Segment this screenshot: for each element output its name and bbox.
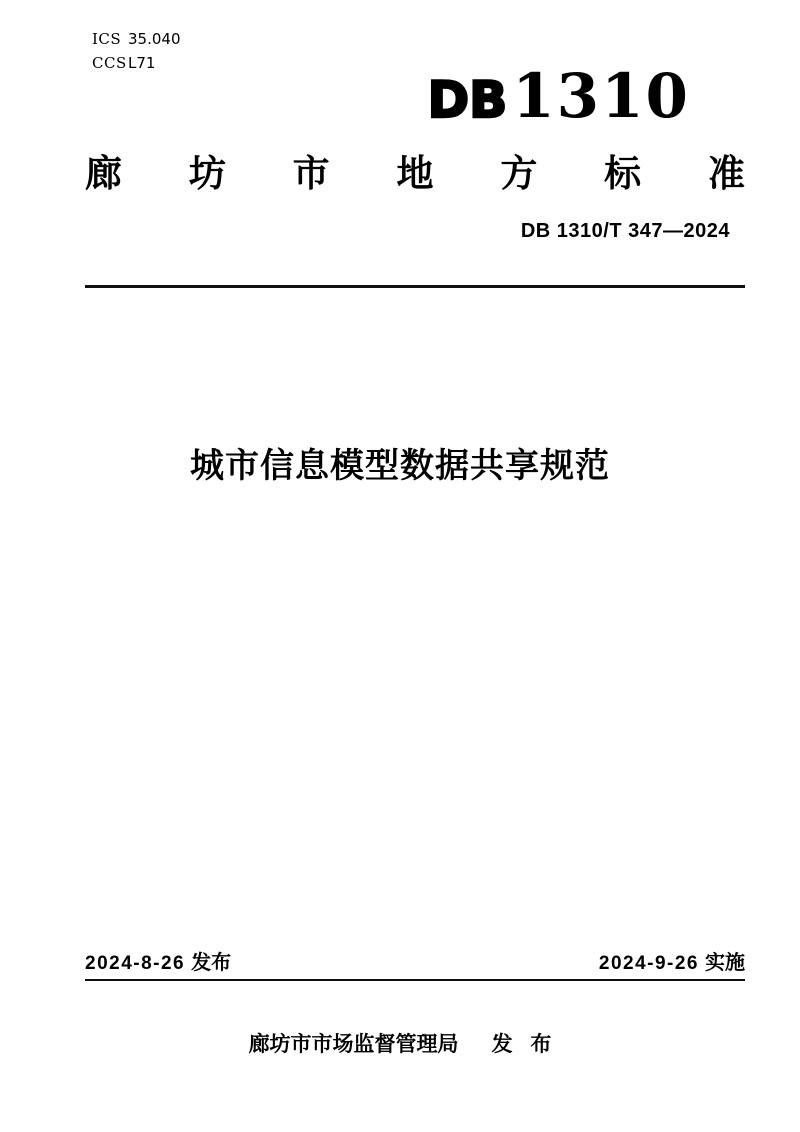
implementation-date-label: 实施 [705,952,745,974]
logo-region-code: 1310 [512,61,690,132]
logo-db-prefix: DB [427,71,508,129]
ics-label: ICS [92,30,122,48]
publish-action-label: 发布 [491,1033,570,1056]
classification-codes [92,30,181,78]
standard-number: DB 1310/T 347—2024 [520,220,730,242]
db-standard-logo [427,61,690,132]
ccs-value: L71 [128,54,156,72]
ics-row [92,30,181,54]
footer-divider-rule [85,979,745,981]
issue-date-label: 发布 [191,952,232,974]
ccs-label: CCS [92,54,127,72]
implementation-date: 2024-9-26 [598,953,699,974]
implementation-date-group [599,951,745,976]
publisher-row [0,1032,800,1057]
ccs-row [92,54,181,78]
date-row [85,951,745,976]
issue-date: 2024-8-26 [85,953,186,974]
header-divider-rule [85,285,745,288]
issue-date-group [85,951,231,976]
ics-value: 35.040 [128,30,181,48]
standard-type-title: 廊 坊 市 地 方 标 准 [85,153,745,194]
publisher-name: 廊坊市市场监督管理局 [248,1033,459,1056]
document-title: 城市信息模型数据共享规范 [190,447,610,485]
